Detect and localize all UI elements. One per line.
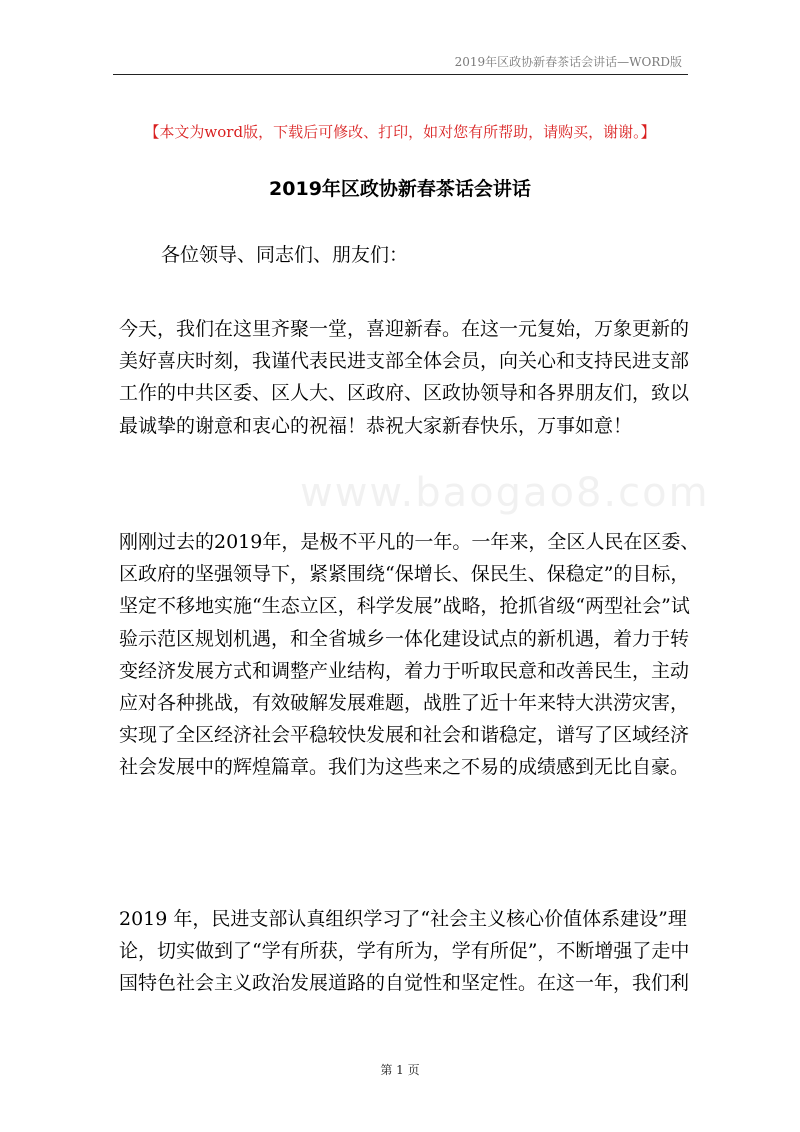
paragraph-line: 社会发展中的辉煌篇章。我们为这些来之不易的成绩感到无比自豪。 — [119, 756, 690, 779]
paragraph-line: 坚定不移地实施“生态立区，科学发展”战略，抢抓省级“两型社会”试 — [119, 595, 690, 618]
paragraph-line: 刚刚过去的2019年，是极不平凡的一年。一年来，全区人民在区委、 — [119, 531, 700, 553]
paragraph-1 — [119, 313, 690, 442]
paragraph-line: 应对各种挑战，有效破解发展难题，战胜了近十年来特大洪涝灾害， — [119, 692, 690, 715]
paragraph-3 — [119, 903, 690, 1000]
watermark: www.baogao8.com — [300, 470, 710, 516]
purchase-notice: 【本文为word版，下载后可修改、打印，如对您有所帮助，请购买，谢谢。】 — [144, 123, 656, 141]
paragraph-2 — [119, 526, 700, 784]
paragraph-line: 最诚挚的谢意和衷心的祝福！恭祝大家新春快乐，万事如意！ — [119, 414, 633, 437]
paragraph-line: 区政府的坚强领导下，紧紧围绕“保增长、保民生、保稳定”的目标， — [119, 563, 690, 586]
paragraph-line: 2019 年，民进支部认真组织学习了“社会主义核心价值体系建设”理 — [119, 908, 687, 930]
paragraph-line: 论，切实做到了“学有所获，学有所为，学有所促”，不断增强了走中 — [119, 940, 690, 963]
paragraph-line: 验示范区规划机遇，和全省城乡一体化建设试点的新机遇，着力于转 — [119, 627, 690, 650]
paragraph-line: 实现了全区经济社会平稳较快发展和社会和谐稳定，谱写了区域经济 — [119, 724, 690, 747]
paragraph-line: 美好喜庆时刻，我谨代表民进支部全体会员，向关心和支持民进支部 — [119, 350, 690, 373]
greeting: 各位领导、同志们、朋友们： — [161, 244, 409, 266]
paragraph-line: 变经济发展方式和调整产业结构，着力于听取民意和改善民生，主动 — [119, 659, 690, 682]
page-number: 第 1 页 — [380, 1063, 420, 1077]
header-divider — [113, 74, 688, 75]
header-doc-label: 2019年区政协新春茶话会讲话—WORD版 — [454, 55, 682, 69]
page-title: 2019年区政协新春茶话会讲话 — [269, 178, 531, 200]
paragraph-line: 工作的中共区委、区人大、区政府、区政协领导和各界朋友们，致以 — [119, 382, 690, 405]
paragraph-line: 今天，我们在这里齐聚一堂，喜迎新春。在这一元复始，万象更新的 — [119, 318, 690, 340]
paragraph-line: 国特色社会主义政治发展道路的自觉性和坚定性。在这一年，我们利 — [119, 972, 690, 995]
